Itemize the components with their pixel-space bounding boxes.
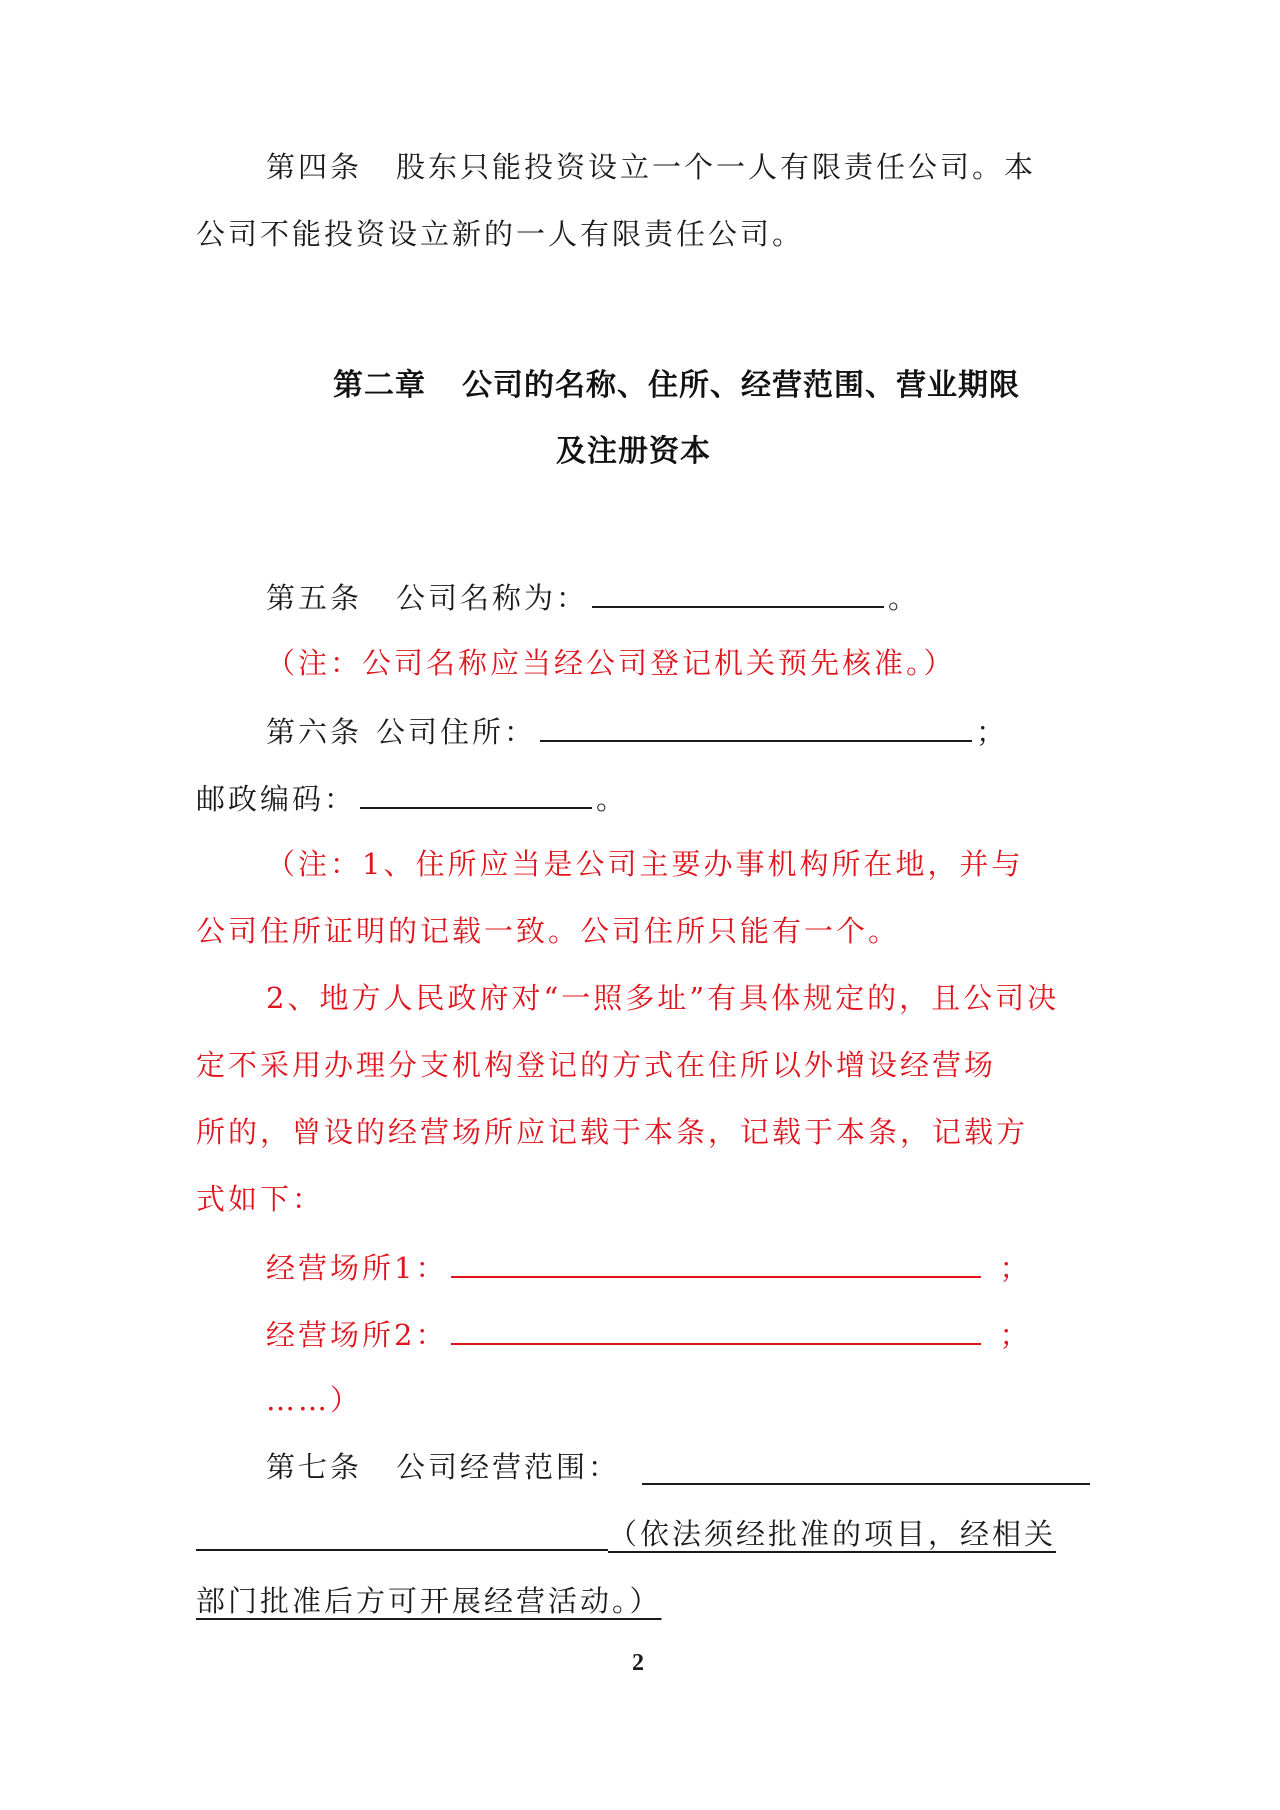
postcode-label: 邮政编码： bbox=[196, 782, 357, 816]
article-5-label: 第五条 bbox=[266, 581, 363, 615]
business-scope-blank-1[interactable] bbox=[642, 1483, 1090, 1485]
page-number: 2 bbox=[632, 1650, 644, 1676]
article-6-note-2-line-2: 定不采用办理分支机构登记的方式在住所以外增设经营场 bbox=[196, 1048, 997, 1082]
postcode-blank[interactable] bbox=[360, 777, 592, 809]
article-7-text: 公司经营范围： bbox=[396, 1450, 621, 1484]
article-7-line bbox=[266, 1447, 620, 1487]
article-6-text: 公司住所： bbox=[376, 715, 537, 749]
article-6-note-2-line-3: 所的，曾设的经营场所应记载于本条，记载于本条，记载方 bbox=[196, 1115, 1029, 1149]
article-6-end: ； bbox=[976, 715, 1009, 749]
article-5-note: （注：公司名称应当经公司登记机关预先核准。） bbox=[266, 646, 956, 680]
business-place-1-line bbox=[266, 1246, 1031, 1288]
article-6-line bbox=[266, 710, 1008, 752]
business-place-1-end: ； bbox=[999, 1251, 1032, 1285]
article-4-label: 第四条 bbox=[266, 150, 363, 184]
chapter-2-label: 第二章 bbox=[333, 368, 426, 403]
postcode-end: 。 bbox=[596, 782, 629, 816]
chapter-2-title-1: 公司的名称、住所、经营范围、营业期限 bbox=[462, 368, 1020, 403]
postcode-line bbox=[196, 777, 628, 819]
article-6-label: 第六条 bbox=[266, 715, 363, 749]
business-place-2-end: ； bbox=[999, 1318, 1032, 1352]
article-6-note-2-line-4: 式如下： bbox=[196, 1182, 325, 1216]
business-place-ellipsis: ……） bbox=[266, 1383, 363, 1417]
article-4-line-2: 公司不能投资设立新的一人有限责任公司。 bbox=[196, 217, 805, 251]
article-6-note-1-line-2: 公司住所证明的记载一致。公司住所只能有一个。 bbox=[196, 914, 901, 948]
article-5-line bbox=[266, 576, 920, 618]
chapter-2-heading bbox=[333, 366, 1020, 406]
business-scope-blank-2[interactable] bbox=[196, 1549, 608, 1551]
business-place-2-blank[interactable] bbox=[451, 1313, 981, 1345]
business-place-2-line bbox=[266, 1313, 1031, 1355]
business-place-1-label: 经营场所1： bbox=[266, 1251, 448, 1285]
article-5-end: 。 bbox=[888, 581, 921, 615]
article-7-note-line-1: （依法须经批准的项目，经相关 bbox=[608, 1517, 1057, 1551]
company-address-blank[interactable] bbox=[540, 710, 972, 742]
article-6-note-2-line-1: 2、地方人民政府对“一照多址”有具体规定的，且公司决 bbox=[266, 981, 1060, 1015]
article-7-label: 第七条 bbox=[266, 1450, 363, 1484]
business-place-2-label: 经营场所2： bbox=[266, 1318, 448, 1352]
article-6-note-1-line-1: （注：1、住所应当是公司主要办事机构所在地，并与 bbox=[266, 847, 1024, 881]
article-4-text: 股东只能投资设立一个一人有限责任公司。本 bbox=[396, 150, 1037, 184]
company-name-blank[interactable] bbox=[592, 576, 884, 608]
article-5-text: 公司名称为： bbox=[396, 581, 589, 615]
article-4-line-1 bbox=[266, 147, 1036, 187]
article-7-note-line-2: 部门批准后方可开展经营活动。） bbox=[196, 1584, 662, 1618]
chapter-2-title-2: 及注册资本 bbox=[556, 434, 711, 469]
business-place-1-blank[interactable] bbox=[451, 1246, 981, 1278]
